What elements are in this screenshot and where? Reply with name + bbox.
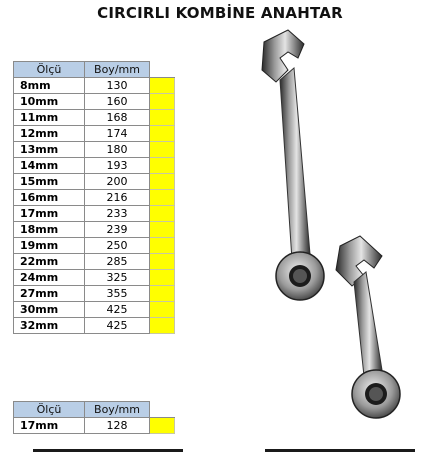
table-header-row [14, 62, 175, 78]
highlight-cell [150, 94, 175, 110]
highlight-cell [150, 222, 175, 238]
highlight-cell [150, 418, 175, 434]
length-cell: 233 [85, 206, 150, 222]
column-header-length: Boy/mm [85, 62, 150, 78]
size-cell: 10mm [14, 94, 85, 110]
size-cell: 22mm [14, 254, 85, 270]
table-row [14, 418, 175, 434]
table-row [14, 94, 175, 110]
table-row [14, 286, 175, 302]
length-cell: 128 [85, 418, 150, 434]
highlight-cell [150, 206, 175, 222]
size-cell: 13mm [14, 142, 85, 158]
table-row [14, 238, 175, 254]
size-cell: 11mm [14, 110, 85, 126]
wrench-product-image [236, 24, 436, 424]
small-wrench [336, 236, 400, 418]
column-header-size: Ölçü [14, 62, 85, 78]
size-cell: 12mm [14, 126, 85, 142]
length-cell: 200 [85, 174, 150, 190]
size-cell: 27mm [14, 286, 85, 302]
length-cell: 130 [85, 78, 150, 94]
size-table [13, 61, 175, 334]
table-row [14, 254, 175, 270]
highlight-cell [150, 174, 175, 190]
highlight-cell [150, 318, 175, 334]
table-row [14, 302, 175, 318]
highlight-cell [150, 78, 175, 94]
length-cell: 285 [85, 254, 150, 270]
size-cell: 15mm [14, 174, 85, 190]
table-row [14, 206, 175, 222]
length-cell: 160 [85, 94, 150, 110]
column-header-size: Ölçü [14, 402, 85, 418]
highlight-cell [150, 110, 175, 126]
size-cell: 14mm [14, 158, 85, 174]
table-row [14, 222, 175, 238]
highlight-cell [150, 302, 175, 318]
size-cell: 32mm [14, 318, 85, 334]
table-row [14, 158, 175, 174]
highlight-cell [150, 126, 175, 142]
size-cell: 17mm [14, 206, 85, 222]
column-header-blank [150, 62, 175, 78]
highlight-cell [150, 254, 175, 270]
length-cell: 174 [85, 126, 150, 142]
size-cell: 30mm [14, 302, 85, 318]
table-row [14, 190, 175, 206]
table-row [14, 318, 175, 334]
column-header-length: Boy/mm [85, 402, 150, 418]
highlight-cell [150, 190, 175, 206]
column-header-blank [150, 402, 175, 418]
length-cell: 425 [85, 318, 150, 334]
size-cell: 24mm [14, 270, 85, 286]
length-cell: 168 [85, 110, 150, 126]
highlight-cell [150, 286, 175, 302]
table-row [14, 126, 175, 142]
large-wrench [262, 30, 324, 300]
length-cell: 216 [85, 190, 150, 206]
page-title: CIRCIRLI KOMBİNE ANAHTAR [97, 4, 343, 22]
table-row [14, 78, 175, 94]
highlight-cell [150, 142, 175, 158]
table-row [14, 110, 175, 126]
length-cell: 239 [85, 222, 150, 238]
length-cell: 250 [85, 238, 150, 254]
size-cell: 17mm [14, 418, 85, 434]
length-cell: 193 [85, 158, 150, 174]
table-row [14, 174, 175, 190]
highlight-cell [150, 158, 175, 174]
table-header-row [14, 402, 175, 418]
highlight-cell [150, 238, 175, 254]
size-cell: 8mm [14, 78, 85, 94]
length-cell: 425 [85, 302, 150, 318]
length-cell: 355 [85, 286, 150, 302]
highlight-cell [150, 270, 175, 286]
length-cell: 325 [85, 270, 150, 286]
table-row [14, 142, 175, 158]
table-row [14, 270, 175, 286]
size-table-extra [13, 401, 175, 434]
size-cell: 18mm [14, 222, 85, 238]
size-cell: 16mm [14, 190, 85, 206]
length-cell: 180 [85, 142, 150, 158]
size-cell: 19mm [14, 238, 85, 254]
